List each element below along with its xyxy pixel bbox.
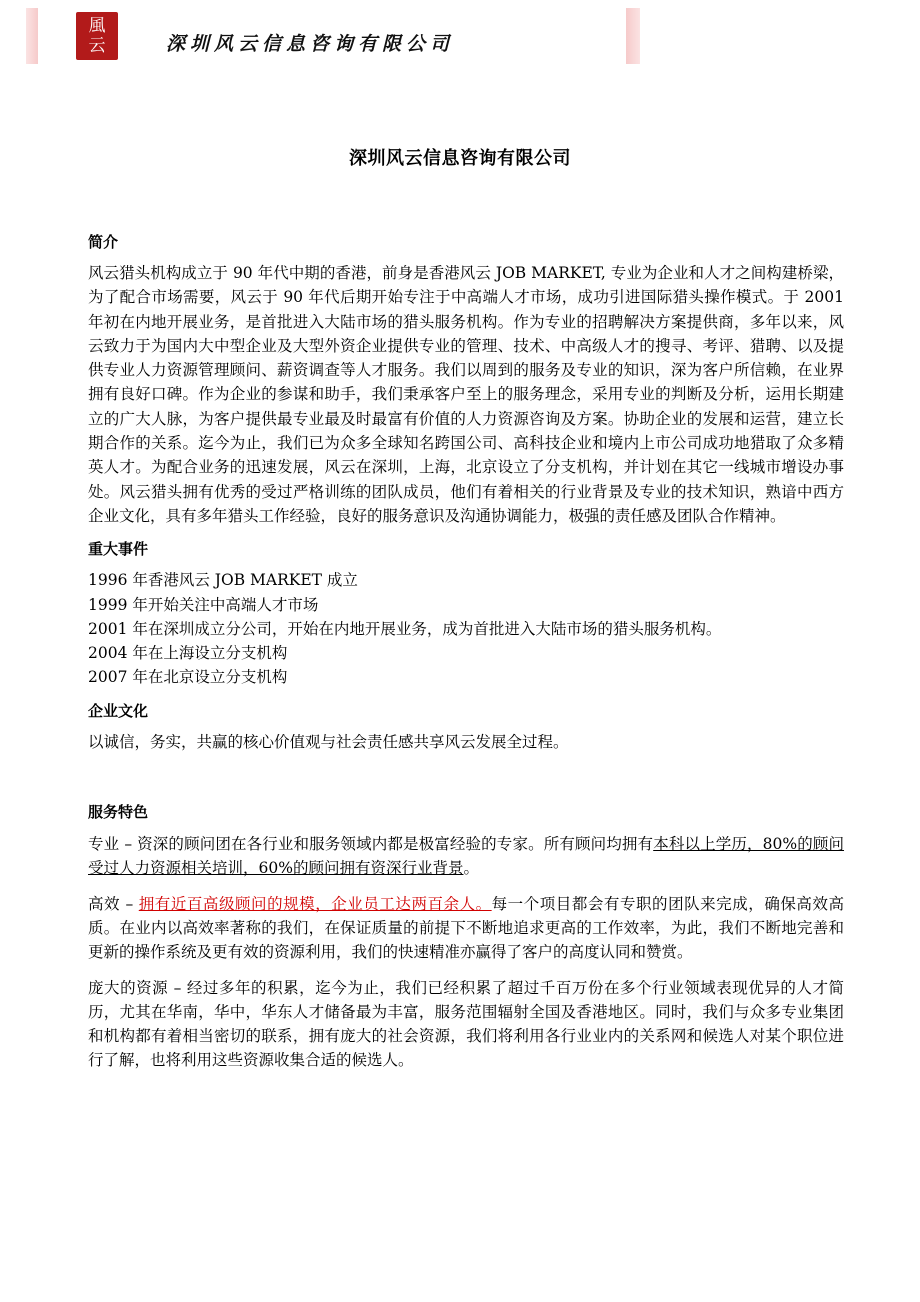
logo-char-bottom: 云 [88,36,106,56]
service-professional-lead: 专业 – 资深的顾问团在各行业和服务领域内都是极富经验的专家。所有顾问均拥有 [88,835,654,854]
header-decor-bar-left [26,8,38,64]
service-professional-tail: 。 [463,859,479,878]
event-item: 2004 年在上海设立分支机构 [88,644,288,663]
service-efficiency-tail: 每一个项目都会有专职的团队来完成，确保高效高质。在业内以高效率著称的我们，在保证质量的前提下不断地追求更高的工作效率，为此，我们不断地完善和更新的操作系统及更有效的资源利用，我们的快速精准亦赢得了客户的高度认同和赞赏。 [88,894,844,962]
document-title: 深圳风云信息咨询有限公司 [349,148,571,169]
service-professional-paragraph [88,832,844,881]
intro-heading: 简介 [88,233,119,251]
company-logo [76,12,118,60]
logo-char-top: 風 [88,16,106,36]
service-efficiency-lead: 高效 – [88,894,139,913]
events-heading: 重大事件 [88,540,149,559]
events-list [88,568,844,689]
event-item: 2007 年在北京设立分支机构 [88,668,288,687]
document-body [88,230,844,1073]
service-efficiency-highlight: 拥有近百高级顾问的规模，企业员工达两百余人。 [138,894,492,913]
culture-paragraph: 以诚信，务实，共赢的核心价值观与社会责任感共享风云发展全过程。 [88,732,569,751]
page-header [0,0,920,70]
services-heading: 服务特色 [88,803,149,822]
service-professional-underlined: 本科以上学历，80%的顾问受过人力资源相关培训，60%的顾问拥有资深行业背景 [88,835,845,878]
service-efficiency-paragraph [88,892,844,965]
event-item: 2001 年在深圳成立分公司，开始在内地开展业务，成为首批进入大陆市场的猎头服务机构。 [88,619,722,638]
culture-heading: 企业文化 [88,701,149,720]
service-resources-paragraph: 庞大的资源 – 经过多年的积累，迄今为止，我们已经积累了超过千百万份在多个行业领域表现优异的人才简历，尤其在华南，华中，华东人才储备最为丰富，服务范围辐射全国及香港地区。同时，我们与众多专业集团和机构都有着相当密切的联系，拥有庞大的社会资源，我们将利用各行业业内的关系网和候选人对某个职位进行了解，也将利用这些资源收集合适的候选人。 [88,978,844,1070]
event-item: 1996 年香港风云 JOB MARKET 成立 [88,571,358,590]
event-item: 1999 年开始关注中高端人才市场 [88,595,319,614]
intro-paragraph: 风云猎头机构成立于 90 年代中期的香港，前身是香港风云 JOB MARKET, 专业为企业和人才之间构建桥梁，为了配合市场需要，风云于 90 年代后期开始专注于中高端人才市场，成功引进国际猎头操作模式。于 2001 年初在内地开展业务，是首批进入大陆市场的猎头服务机构。作为专业的招聘解决方案提供商，多年以来，风云致力于为国内大中型企业及大型外资企业提供专业的管理、技术、中高级人才的搜寻、考评、猎聘、以及提供专业人力资源管理顾问、薪资调查等人才服务。我们以周到的服务及专业的知识，深为客户所信赖，在业界拥有良好口碑。作为企业的参谋和助手，我们秉承客户至上的服务理念，采用专业的判断及分析，运用长期建立的广大人脉，为客户提供最专业最及时最富有价值的人力资源咨询及方案。协助企业的发展和运营，建立长期合作的关系。迄今为止，我们已为众多全球知名跨国公司、高科技企业和境内上市公司成功地猎取了众多精英人才。为配合业务的迅速发展，风云在深圳，上海，北京设立了分支机构，并计划在其它一线城市增设办事处。风云猎头拥有优秀的受过严格训练的团队成员，他们有着相关的行业背景及专业的技术知识，熟谙中西方企业文化，具有多年猎头工作经验，良好的服务意识及沟通协调能力，极强的责任感及团队合作精神。 [88,264,844,525]
header-decor-bar-right [626,8,640,64]
header-company-name: 深圳风云信息咨询有限公司 [166,33,455,55]
